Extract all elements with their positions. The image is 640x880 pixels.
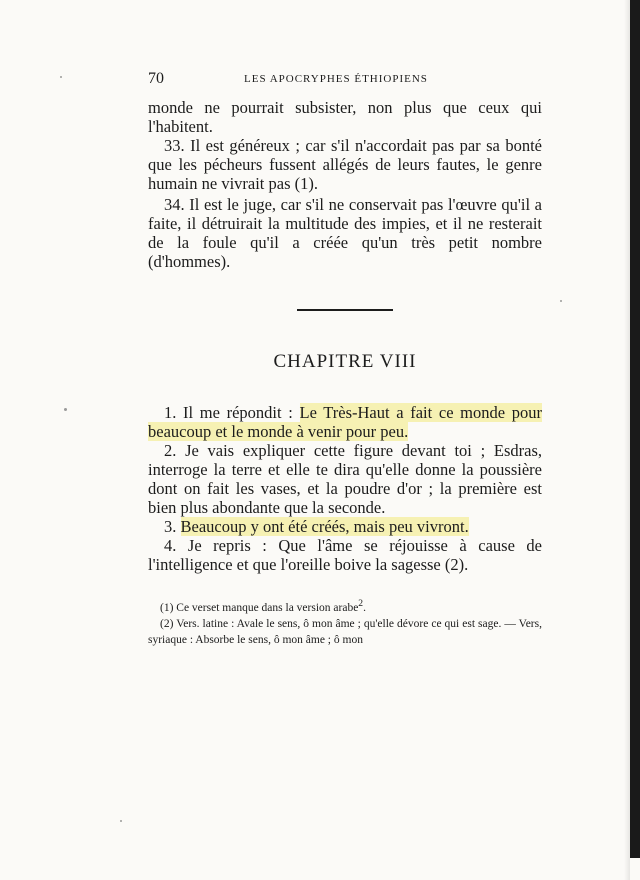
verse-1-highlight: Le Très-Haut a fait ce monde pour beaucoup et le monde à venir pour peu. (148, 403, 542, 441)
chapter-verse-1 (148, 403, 542, 441)
scan-speck (64, 408, 67, 411)
footnote-1-text: (1) Ce verset manque dans la version arabe (160, 601, 359, 614)
binding-edge (630, 0, 640, 858)
footnote-1 (148, 596, 542, 616)
scan-speck (60, 76, 62, 78)
verse-34: 34. Il est le juge, car s'il ne conservait pas l'œuvre qu'il a faite, il détruirait la multitude des impies, et il ne resterait de la foule qu'il a créée qu'un très petit nombre (d'hommes). (148, 195, 542, 271)
footnote-1-superscript: 2 (358, 598, 364, 609)
verse-1-intro: 1. Il me répondit : (164, 403, 300, 422)
page-number: 70 (148, 70, 164, 87)
verse-33: 33. Il est généreux ; car s'il n'accordait pas par sa bonté que les pécheurs fussent allégés de leurs fautes, le genre humain ne vivrait pas (1). (148, 136, 542, 193)
section-rule (297, 309, 393, 311)
chapter-verse-3 (148, 517, 542, 536)
verse-3-highlight: Beaucoup y ont été créés, mais peu vivront. (180, 517, 469, 536)
scan-speck (120, 820, 122, 822)
running-head: LES APOCRYPHES ÉTHIOPIENS (244, 73, 428, 85)
page-header (148, 66, 542, 90)
paragraph-continued: monde ne pourrait subsister, non plus que ceux qui l'habitent. (148, 98, 542, 136)
footnote-1-end: . (363, 601, 366, 614)
scan-speck (560, 300, 562, 302)
verse-3-intro: 3. (164, 517, 181, 536)
chapter-verse-4: 4. Je repris : Que l'âme se réjouisse à cause de l'intelligence et que l'oreille boive la sagesse (2). (148, 536, 542, 574)
book-page (148, 66, 542, 648)
footnotes (148, 596, 542, 648)
chapter-verse-2: 2. Je vais expliquer cette figure devant toi ; Esdras, interroge la terre et elle te dira qu'elle donne la poussière dont on fait les vases, et la poudre d'or ; la première est bien plus abondante que la seconde. (148, 441, 542, 517)
chapter-title: CHAPITRE VIII (273, 351, 417, 372)
footnote-2: (2) Vers. latine : Avale le sens, ô mon âme ; qu'elle dévore ce qui est sage. — Vers, syriaque : Absorbe le sens, ô mon âme ; ô mon (148, 617, 542, 646)
